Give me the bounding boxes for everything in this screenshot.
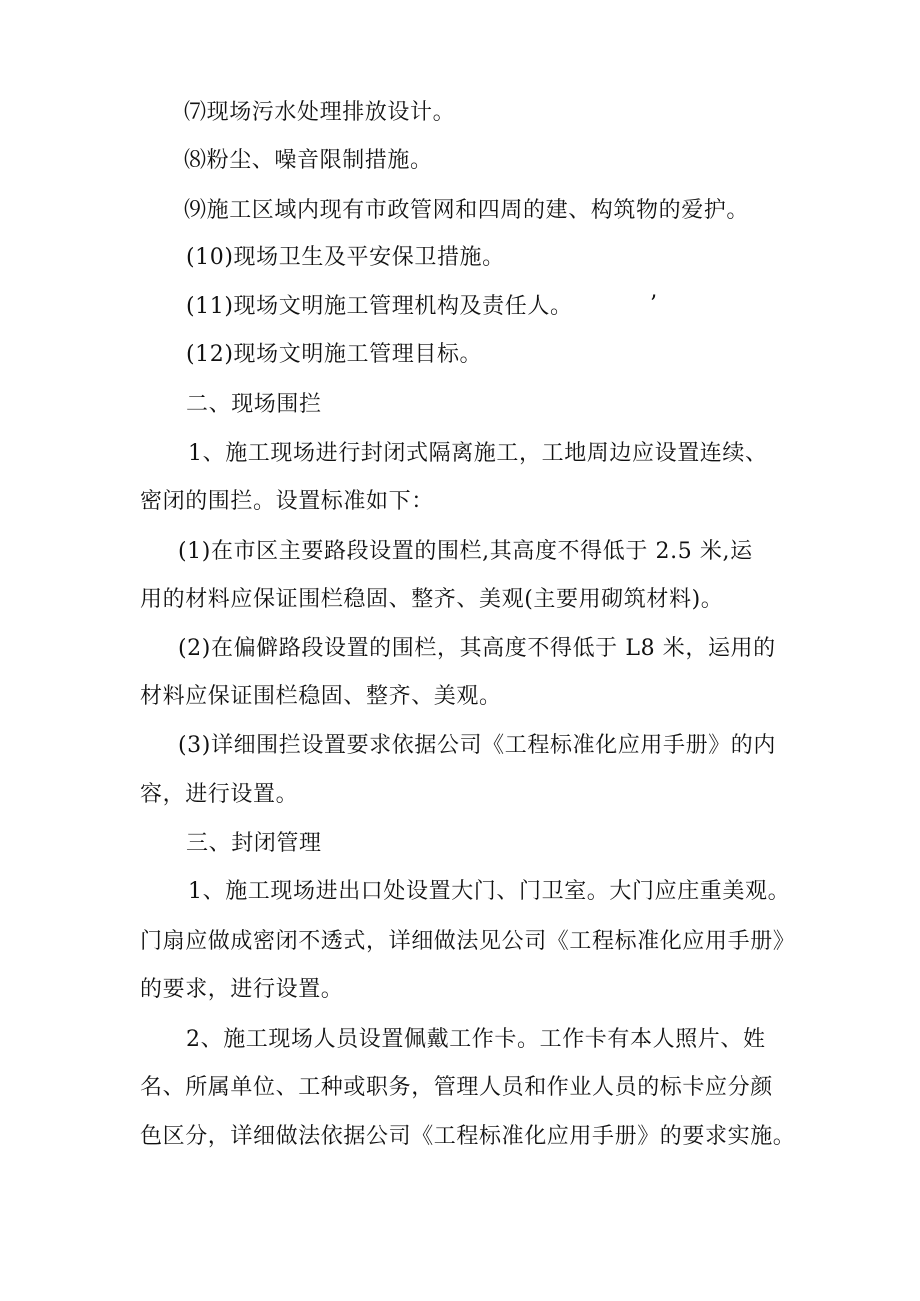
section-3-paragraph-1-line-1: 1、施工现场进出口处设置大门、门卫室。大门应庄重美观。 xyxy=(188,879,791,904)
section-2-item-2-line-1: (2)在偏僻路段设置的围栏，其高度不得低于 L8 米，运用的 xyxy=(178,636,776,661)
list-item-11: (11)现场文明施工管理机构及责任人。 xyxy=(186,294,573,319)
section-3-paragraph-2-line-2: 名、所属单位、工种或职务，管理人员和作业人员的标卡应分颜 xyxy=(140,1075,773,1100)
section-3-paragraph-1-line-3: 的要求，进行设置。 xyxy=(140,977,344,1002)
section-2-item-1-line-2: 用的材料应保证围栏稳固、整齐、美观(主要用砌筑材料)。 xyxy=(140,587,724,612)
section-3-paragraph-1-line-2: 门扇应做成密闭不透式，详细做法见公司《工程标准化应用手册》 xyxy=(140,929,796,954)
section-3-paragraph-2-line-1: 2、施工现场人员设置佩戴工作卡。工作卡有本人照片、姓 xyxy=(186,1027,766,1052)
list-item-8: ⑻粉尘、噪音限制措施。 xyxy=(184,148,433,173)
section-2-item-3-line-1: (3)详细围拦设置要求依据公司《工程标准化应用手册》的内 xyxy=(178,733,776,758)
section-2-heading: 二、现场围拦 xyxy=(186,392,322,417)
section-2-item-2-line-2: 材料应保证围栏稳固、整齐、美观。 xyxy=(140,684,502,709)
section-2-item-3-line-2: 容，进行设置。 xyxy=(140,782,299,807)
section-2-item-1-line-1: (1)在市区主要路段设置的围栏,其高度不得低于 2.5 米,运 xyxy=(178,539,753,564)
section-2-paragraph-1-line-1: 1、施工现场进行封闭式隔离施工，工地周边应设置连续、 xyxy=(188,441,768,466)
list-item-7: ⑺现场污水处理排放设计。 xyxy=(184,100,456,125)
list-item-12: (12)现场文明施工管理目标。 xyxy=(186,342,483,367)
section-2-paragraph-1-line-2: 密闭的围拦。设置标准如下： xyxy=(140,489,434,514)
stray-mark: ’ xyxy=(650,292,657,317)
section-3-paragraph-2-line-3: 色区分，详细做法依据公司《工程标准化应用手册》的要求实施。 xyxy=(140,1124,796,1149)
list-item-10: (10)现场卫生及平安保卫措施。 xyxy=(186,245,505,270)
section-3-heading: 三、封闭管理 xyxy=(186,831,322,856)
list-item-9: ⑼施工区域内现有市政管网和四周的建、构筑物的爱护。 xyxy=(184,198,750,223)
